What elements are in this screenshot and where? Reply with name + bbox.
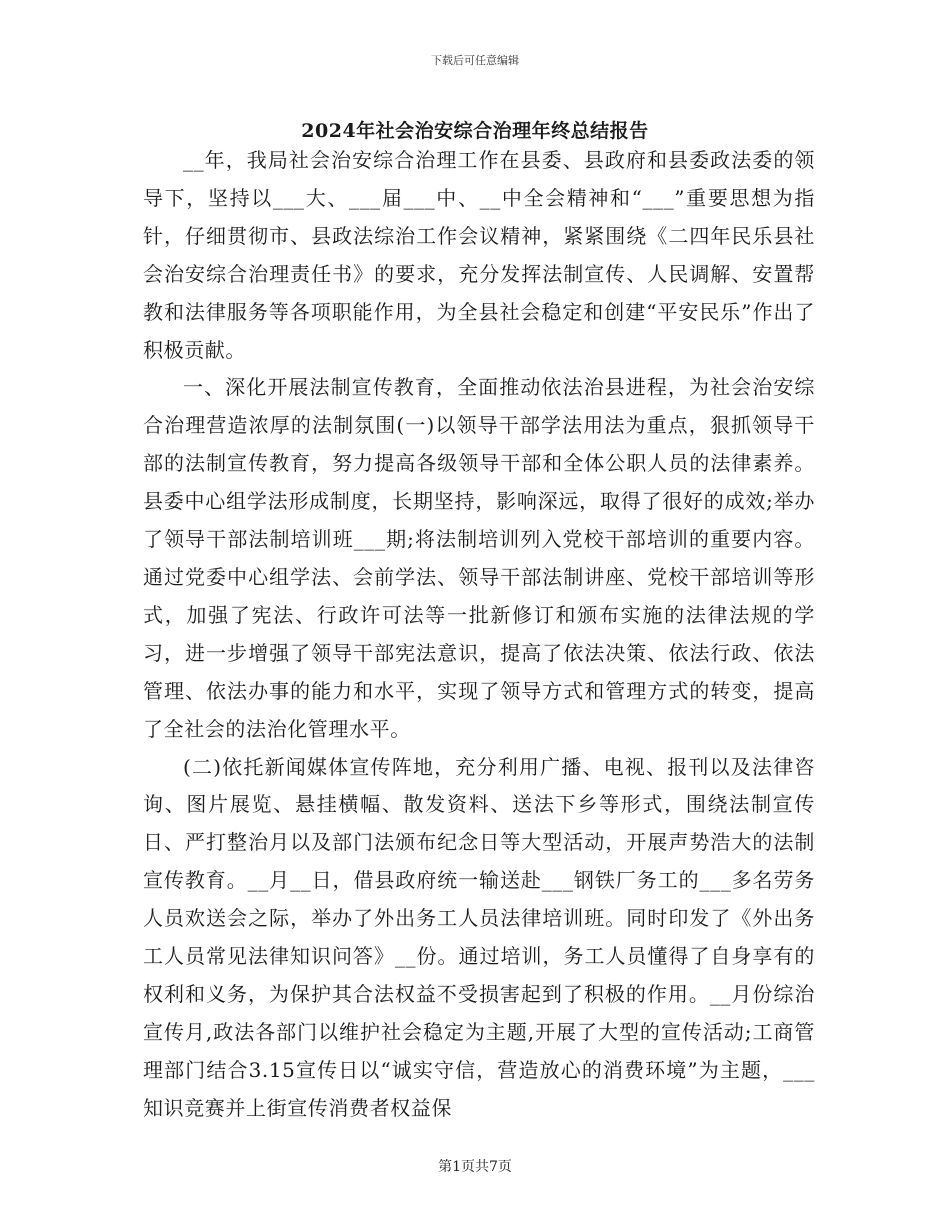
paragraph-intro: __年，我局社会治安综合治理工作在县委、县政府和县委政法委的领导下，坚持以___大、___届___中、__中全会精神和“___”重要思想为指针，仔细贯彻市、县政法综治工作会议精神，紧紧围绕《二四年民乐县社会治安综合治理责任书》的要求，充分发挥法制宣传、人民调解、安置帮教和法律服务等各项职能作用，为全县社会稳定和创建“平安民乐”作出了积极贡献。 bbox=[143, 148, 815, 362]
header-note: 下载后可任意编辑 bbox=[431, 54, 519, 67]
document-title: 2024年社会治安综合治理年终总结报告 bbox=[301, 120, 649, 142]
document-body bbox=[143, 142, 815, 1128]
paragraph-section-one: 一、深化开展法制宣传教育，全面推动依法治县进程，为社会治安综合治理营造浓厚的法制氛围(一)以领导干部学法用法为重点，狠抓领导干部的法制宣传教育，努力提高各级领导干部和全体公职人员的法律素养。县委中心组学法形成制度，长期坚持，影响深远，取得了很好的成效;举办了领导干部法制培训班___期;将法制培训列入党校干部培训的重要内容。通过党委中心组学法、会前学法、领导干部法制讲座、党校干部培训等形式，加强了宪法、行政许可法等一批新修订和颁布实施的法律法规的学习，进一步增强了领导干部宪法意识，提高了依法决策、依法行政、依法管理、依法办事的能力和水平，实现了领导方式和管理方式的转变，提高了全社会的法治化管理水平。 bbox=[143, 375, 815, 741]
paragraph-section-two: (二)依托新闻媒体宣传阵地，充分利用广播、电视、报刊以及法律咨询、图片展览、悬挂横幅、散发资料、送法下乡等形式，围绕法制宣传日、严打整治月以及部门法颁布纪念日等大型活动，开展声势浩大的法制宣传教育。__月__日，借县政府统一输送赴___钢铁厂务工的___多名劳务人员欢送会之际，举办了外出务工人员法律培训班。同时印发了《外出务工人员常见法律知识问答》__份。通过培训，务工人员懂得了自身享有的权利和义务，为保护其合法权益不受损害起到了积极的作用。__月份综治宣传月,政法各部门以维护社会稳定为主题,开展了大型的宣传活动;工商管理部门结合3.15宣传日以“诚实守信，营造放心的消费环境”为主题，___知识竞赛并上街宣传消费者权益保 bbox=[143, 754, 815, 1120]
page-number: 第1页共7页 bbox=[438, 1159, 512, 1175]
